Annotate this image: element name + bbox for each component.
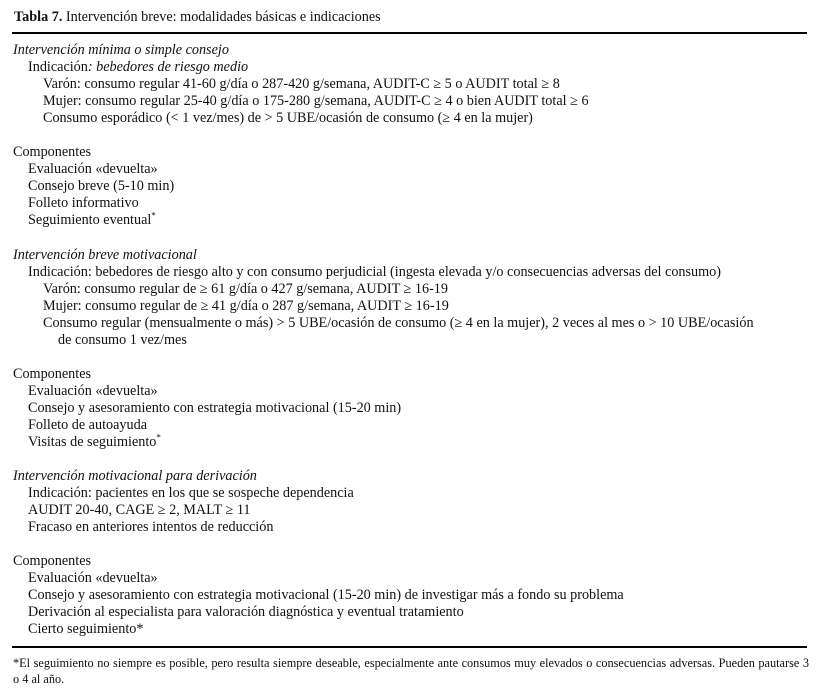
component-item: Cierto seguimiento*: [28, 621, 144, 637]
component-item: Visitas de seguimiento: [28, 434, 157, 450]
component-item-with-note: [28, 212, 156, 229]
top-rule: [12, 32, 807, 34]
bottom-rule: [12, 646, 807, 648]
section-heading-derivacion: Intervención motivacional para derivación: [13, 468, 257, 484]
component-item: Derivación al especialista para valoración diagnóstica y eventual tratamiento: [28, 604, 464, 620]
component-item: Evaluación «devuelta»: [28, 161, 158, 177]
component-item: Consejo y asesoramiento con estrategia motivacional (15-20 min): [28, 400, 402, 416]
indication-line: Indicación: pacientes en los que se sospeche dependencia: [28, 485, 354, 501]
component-item: Evaluación «devuelta»: [28, 570, 158, 586]
indication-label: Indicación: [28, 59, 88, 75]
indication-text: : bebedores de riesgo medio: [87, 59, 249, 75]
criterion-line-continued: de consumo 1 vez/mes: [58, 332, 187, 348]
components-heading: Componentes: [13, 144, 92, 160]
criterion-line: AUDIT 20-40, CAGE ≥ 2, MALT ≥ 11: [28, 502, 251, 518]
component-item: Seguimiento eventual: [28, 212, 152, 228]
section-heading-motivacional: Intervención breve motivacional: [13, 247, 197, 263]
section-heading-minima: Intervención mínima o simple consejo: [13, 42, 229, 58]
table-title: [14, 8, 381, 26]
component-item: Evaluación «devuelta»: [28, 383, 158, 399]
criterion-line: Mujer: consumo regular de ≥ 41 g/día o 287 g/semana, AUDIT ≥ 16-19: [43, 298, 449, 314]
components-heading: Componentes: [13, 366, 92, 382]
component-item: Folleto informativo: [28, 195, 139, 211]
table-label: Tabla 7.: [14, 9, 63, 25]
components-heading: Componentes: [13, 553, 92, 569]
component-item: Consejo y asesoramiento con estrategia motivacional (15-20 min) de investigar más a fondo su problema: [28, 587, 624, 603]
footnote-marker: *: [156, 432, 161, 443]
criterion-line: Mujer: consumo regular 25-40 g/día o 175-280 g/semana, AUDIT-C ≥ 4 o bien AUDIT total ≥ 6: [43, 93, 589, 109]
footnote-marker: *: [151, 210, 156, 221]
component-item-with-note: [28, 434, 161, 451]
criterion-line: Fracaso en anteriores intentos de reducción: [28, 519, 274, 535]
criterion-line: Consumo regular (mensualmente o más) > 5 UBE/ocasión de consumo (≥ 4 en la mujer), 2 veces al mes o > 10 UBE/ocasión: [43, 315, 754, 331]
indication-line: [28, 59, 248, 76]
criterion-line: Varón: consumo regular de ≥ 61 g/día o 427 g/semana, AUDIT ≥ 16-19: [43, 281, 448, 297]
criterion-line: Consumo esporádico (< 1 vez/mes) de > 5 UBE/ocasión de consumo (≥ 4 en la mujer): [43, 110, 533, 126]
indication-line: Indicación: bebedores de riesgo alto y con consumo perjudicial (ingesta elevada y/o consecuencias adversas del consumo): [28, 264, 721, 280]
criterion-line: Varón: consumo regular 41-60 g/día o 287-420 g/semana, AUDIT-C ≥ 5 o AUDIT total ≥ 8: [43, 76, 560, 92]
footnote: *El seguimiento no siempre es posible, pero resulta siempre deseable, especialmente ante consumos muy elevados o consecuencias adversas. Pueden pautarse 3 o 4 al año.: [13, 656, 809, 686]
component-item: Consejo breve (5-10 min): [28, 178, 175, 194]
table-title-text: Intervención breve: modalidades básicas e indicaciones: [65, 9, 381, 25]
component-item: Folleto de autoayuda: [28, 417, 147, 433]
